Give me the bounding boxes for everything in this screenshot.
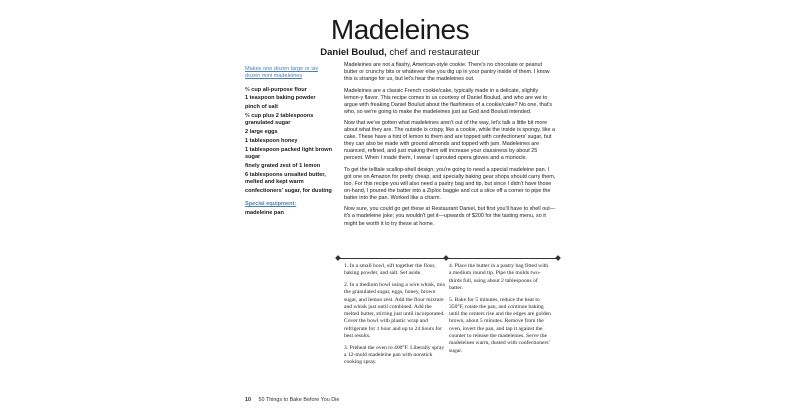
ingredient-item: pinch of salt [245, 104, 278, 111]
ingredient-item: 1 tablespoon honey [245, 137, 298, 144]
ingredient-item: finely grated zest of 1 lemon [245, 162, 321, 169]
ingredient-item: 2 large eggs [245, 129, 278, 136]
ingredients-sidebar [245, 66, 333, 218]
page-number: 10 [245, 397, 251, 403]
ingredient-item: 6 tablespoons unsalted butter, melted and kept warm [245, 171, 326, 185]
equipment-item: madeleine pan [245, 210, 284, 217]
intro-paragraph: Now sure, you could go get these at Restaurant Daniel, but first you'll have to shell out—it's a madeleine joke; you wouldn't get it—upwards of $200 for the tasting menu, so it might be worth it to try these at home. [344, 206, 556, 227]
ingredient-item: ⅔ cup plus 2 tablespoons granulated sugar [245, 112, 314, 127]
intro-paragraph: Now that we've gotten what madeleines aren't out of the way, let's talk a little bit more about what they are. The outside is crispy, like a cookie, while the inside is spongy, like a cake. These have a hint of lemon to them and are topped with confectioners' sugar, but they can also be made with ground almonds and topped with jam. Madeleines are nuanced, refined, and just making them will increase your classiness by about 25 percent. When I made them, I swear I sprouted opera gloves and a monocle. [344, 120, 555, 162]
intro-paragraph: Madeleines are not a flashy, American-style cookie. There's no chocolate or peanut butter or crunchy bits or whatever else you dig up in your pantry inside of them. I know this is strange for us, but let's hear the madeleines out. [344, 62, 550, 83]
section-divider [338, 256, 558, 260]
page-footer [245, 397, 339, 403]
ingredient-item: 1 tablespoon packed light brown sugar [245, 146, 333, 160]
ingredient-item: confectioners' sugar, for dusting [245, 187, 332, 194]
intro-text [344, 62, 556, 232]
method-step: 1. In a small bowl, sift together the flour, baking powder, and salt. Set aside. [344, 263, 436, 277]
equipment-heading: Special equipment: [245, 200, 297, 207]
method-step: 3. Preheat the oven to 400°F. Liberally spray a 12-mold madeleine pan with nonstick cooking spray. [344, 344, 445, 366]
author-role: chef and restaurateur [389, 47, 480, 58]
diamond-ornament-icon [335, 255, 341, 261]
method-step: 5. Bake for 5 minutes, reduce the heat to 350°F, rotate the pan, and continue baking until the centers rise and the edges are golden brown, about 5 minutes. Remove from the oven, invert the pan, and tap it against the counter to release the madeleines. Serve the madeleines warm, dusted with confectioners' sugar. [449, 296, 551, 354]
method-step: 4. Place the butter in a pastry bag fitted with a medium round tip. Pipe the molds two-thirds full, using about 2 tablespoons of batter. [449, 263, 549, 291]
ingredient-item: ⅔ cup all-purpose flour [245, 86, 307, 93]
method-steps-right [449, 263, 551, 359]
recipe-yield: Makes one dozen large or six dozen mini madeleines [245, 66, 319, 80]
author-name: Daniel Boulud, [320, 47, 387, 58]
recipe-title: Madeleines [330, 14, 470, 45]
diamond-ornament-icon [555, 255, 561, 261]
intro-paragraph: Madeleines are a classic French cookie/cake, typically made in a delicate, slightly lemon-y flavor. This recipe comes to us courtesy of Daniel Boulud, and who are we to argue with freaking Daniel Boulud about the flashiness of a cookie/cake? No one, that's who, so we're going to make the madeleines just as God and Boulud intended. [344, 87, 553, 115]
recipe-subtitle [245, 47, 555, 58]
method-step: 2. In a medium bowl using a wire whisk, mix the granulated sugar, eggs, honey, brown sugar, and lemon zest. Add the flour mixture and whisk just until combined. Add the melted butter, stirring just until incorporated. Cover the bowl with plastic wrap and refrigerate for 1 hour and up to 24 hours for best results. [344, 281, 446, 340]
intro-paragraph: To get the telltale scallop-shell design, you're going to need a special madeleine pan. I got one on Amazon for pretty cheap, and specialty baking gear shops should carry them, too. For this recipe you will also need a pastry bag and tip, but since I didn't have those on-hand, I poured the batter into a Ziploc baggie and cut a slice off a corner to pipe the batter into the pan. Worked like a charm. [344, 166, 556, 201]
ingredient-item: 1 teaspoon baking powder [245, 95, 316, 102]
diamond-ornament-icon [443, 255, 449, 261]
book-title: 50 Things to Bake Before You Die [258, 397, 340, 403]
method-steps-left [344, 263, 446, 371]
